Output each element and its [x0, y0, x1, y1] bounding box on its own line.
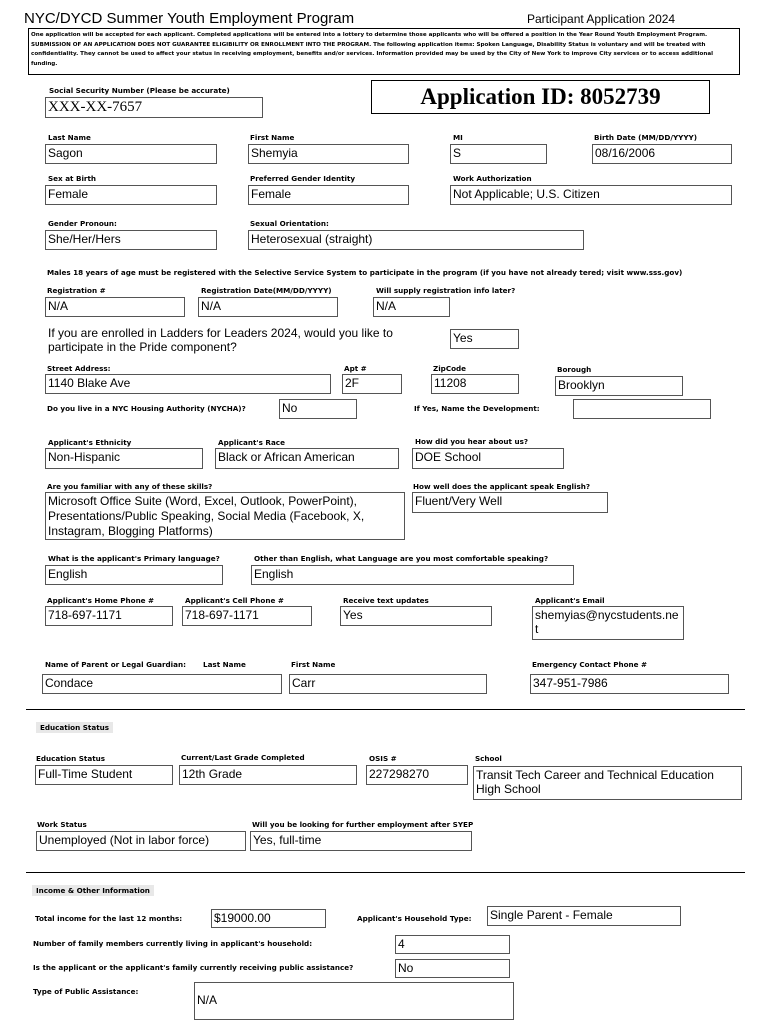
cell-phone-field[interactable]: 718-697-1171: [182, 606, 312, 626]
nycha-field[interactable]: No: [279, 399, 357, 419]
guardian-first-field[interactable]: Carr: [289, 674, 487, 694]
heard-label: How did you hear about us?: [415, 437, 529, 446]
guardian-first-label: First Name: [291, 660, 336, 669]
total-income-label: Total income for the last 12 months:: [35, 914, 183, 923]
ethnicity-label: Applicant's Ethnicity: [48, 438, 132, 447]
program-title: NYC/DYCD Summer Youth Employment Program: [24, 10, 355, 27]
race-label: Applicant's Race: [218, 438, 285, 447]
orientation-label: Sexual Orientation:: [250, 219, 329, 228]
last-name-label: Last Name: [48, 133, 91, 142]
pronoun-field[interactable]: She/Her/Hers: [45, 230, 217, 250]
nycha-label: Do you live in a NYC Housing Authority (NYCHA)?: [47, 404, 246, 413]
application-id: Application ID: 8052739: [371, 80, 710, 114]
household-members-field[interactable]: 4: [395, 935, 510, 954]
development-field[interactable]: [573, 399, 711, 419]
income-section-title: Income & Other Information: [32, 885, 154, 896]
divider: [26, 709, 745, 710]
grade-field[interactable]: 12th Grade: [179, 765, 357, 785]
gender-identity-field[interactable]: Female: [248, 185, 409, 205]
development-label: If Yes, Name the Development:: [414, 404, 540, 413]
guardian-last-label: Last Name: [203, 660, 246, 669]
zip-label: ZipCode: [433, 364, 467, 373]
grade-label: Current/Last Grade Completed: [181, 753, 305, 762]
primary-language-field[interactable]: English: [45, 565, 223, 585]
email-field[interactable]: shemyias@nycstudents.net: [532, 606, 684, 640]
household-members-label: Number of family members currently living in applicant's household:: [33, 939, 313, 948]
education-status-field[interactable]: Full-Time Student: [35, 765, 173, 785]
work-status-label: Work Status: [37, 820, 87, 829]
orientation-field[interactable]: Heterosexual (straight): [248, 230, 584, 250]
notice-text: One application will be accepted for each applicant. Completed applications will be entered into a lottery to determine those applicants who will be offered a position in the Year Round Youth Employment Program. SUBMISSION OF AN APPLICATION DOES NOT GUARANTEE ELIGIBILITY OR ENROLLMENT INTO THE PROGRAM. The following application items: Spoken Language, Disability Status is voluntary and will be treated with confidentiality. They cannot be used to affect your status in receiving employment, benefits and/or services. Information provided may be used by the City of New York to improve City services or to access additional funding.: [28, 28, 740, 75]
skills-field[interactable]: Microsoft Office Suite (Word, Excel, Outlook, PowerPoint), Presentations/Public Speaking, Social Media (Facebook, X, Instagram, Blogging Platforms): [45, 492, 405, 540]
registration-number-field[interactable]: N/A: [45, 297, 185, 317]
further-employment-label: Will you be looking for further employment after SYEP: [252, 820, 474, 829]
assistance-type-label: Type of Public Assistance:: [33, 987, 139, 996]
home-phone-label: Applicant's Home Phone #: [47, 596, 155, 605]
assistance-type-field[interactable]: N/A: [194, 982, 514, 1020]
sex-label: Sex at Birth: [48, 174, 97, 183]
mi-field[interactable]: S: [450, 144, 547, 164]
pronoun-label: Gender Pronoun:: [48, 219, 117, 228]
skills-label: Are you familiar with any of these skills?: [47, 482, 213, 491]
emergency-phone-label: Emergency Contact Phone #: [532, 660, 648, 669]
total-income-field[interactable]: $19000.00: [211, 909, 326, 928]
zip-field[interactable]: 11208: [431, 374, 519, 394]
guardian-last-field[interactable]: Condace: [42, 674, 282, 694]
ladders-field[interactable]: Yes: [450, 329, 519, 349]
mi-label: MI: [453, 133, 463, 142]
home-phone-field[interactable]: 718-697-1171: [45, 606, 173, 626]
birth-date-field[interactable]: 08/16/2006: [592, 144, 732, 164]
registration-number-label: Registration #: [47, 286, 106, 295]
emergency-phone-field[interactable]: 347-951-7986: [530, 674, 729, 694]
apt-label: Apt #: [344, 364, 367, 373]
street-field[interactable]: 1140 Blake Ave: [45, 374, 331, 394]
work-auth-field[interactable]: Not Applicable; U.S. Citizen: [450, 185, 732, 205]
supply-later-label: Will supply registration info later?: [376, 286, 516, 295]
first-name-field[interactable]: Shemyia: [248, 144, 409, 164]
text-updates-label: Receive text updates: [343, 596, 429, 605]
registration-date-label: Registration Date(MM/DD/YYYY): [201, 286, 332, 295]
education-section-title: Education Status: [36, 722, 113, 733]
school-field[interactable]: Transit Tech Career and Technical Education High School: [473, 766, 742, 800]
form-title: Participant Application 2024: [527, 12, 676, 26]
ssn-field[interactable]: XXX-XX-7657: [45, 97, 263, 118]
race-field[interactable]: Black or African American: [215, 448, 399, 469]
registration-date-field[interactable]: N/A: [198, 297, 338, 317]
last-name-field[interactable]: Sagon: [45, 144, 217, 164]
apt-field[interactable]: 2F: [342, 374, 402, 394]
sex-field[interactable]: Female: [45, 185, 217, 205]
primary-language-label: What is the applicant's Primary language?: [48, 554, 220, 563]
borough-label: Borough: [557, 365, 592, 374]
work-status-field[interactable]: Unemployed (Not in labor force): [36, 831, 246, 851]
household-type-field[interactable]: Single Parent - Female: [487, 906, 681, 926]
school-label: School: [475, 754, 502, 763]
ssn-label: Social Security Number (Please be accurate): [49, 86, 230, 95]
education-status-label: Education Status: [36, 754, 106, 763]
selective-service-notice: Males 18 years of age must be registered with the Selective Service System to participate in the program (if you have not already tered; visit www.sss.gov): [47, 268, 683, 277]
english-field[interactable]: Fluent/Very Well: [412, 492, 608, 513]
other-language-label: Other than English, what Language are you most comfortable speaking?: [254, 554, 549, 563]
cell-phone-label: Applicant's Cell Phone #: [185, 596, 284, 605]
text-updates-field[interactable]: Yes: [340, 606, 492, 626]
work-auth-label: Work Authorization: [453, 174, 532, 183]
ethnicity-field[interactable]: Non-Hispanic: [45, 448, 203, 469]
borough-field[interactable]: Brooklyn: [555, 376, 683, 396]
first-name-label: First Name: [250, 133, 295, 142]
street-label: Street Address:: [47, 364, 111, 373]
guardian-label: Name of Parent or Legal Guardian:: [45, 660, 186, 669]
osis-field[interactable]: 227298270: [366, 765, 468, 785]
heard-field[interactable]: DOE School: [412, 448, 564, 469]
divider: [26, 872, 745, 873]
osis-label: OSIS #: [369, 754, 397, 763]
public-assistance-field[interactable]: No: [395, 959, 510, 978]
further-employment-field[interactable]: Yes, full-time: [250, 831, 472, 851]
household-type-label: Applicant's Household Type:: [357, 914, 472, 923]
birth-date-label: Birth Date (MM/DD/YYYY): [594, 133, 698, 142]
gender-identity-label: Preferred Gender Identity: [250, 174, 356, 183]
english-label: How well does the applicant speak English?: [413, 482, 591, 491]
ladders-question: If you are enrolled in Ladders for Leaders 2024, would you like to participate in the Pride component?: [48, 326, 393, 354]
public-assistance-label: Is the applicant or the applicant's family currently receiving public assistance?: [33, 963, 354, 972]
supply-later-field[interactable]: N/A: [373, 297, 450, 317]
other-language-field[interactable]: English: [251, 565, 574, 585]
email-label: Applicant's Email: [535, 596, 605, 605]
